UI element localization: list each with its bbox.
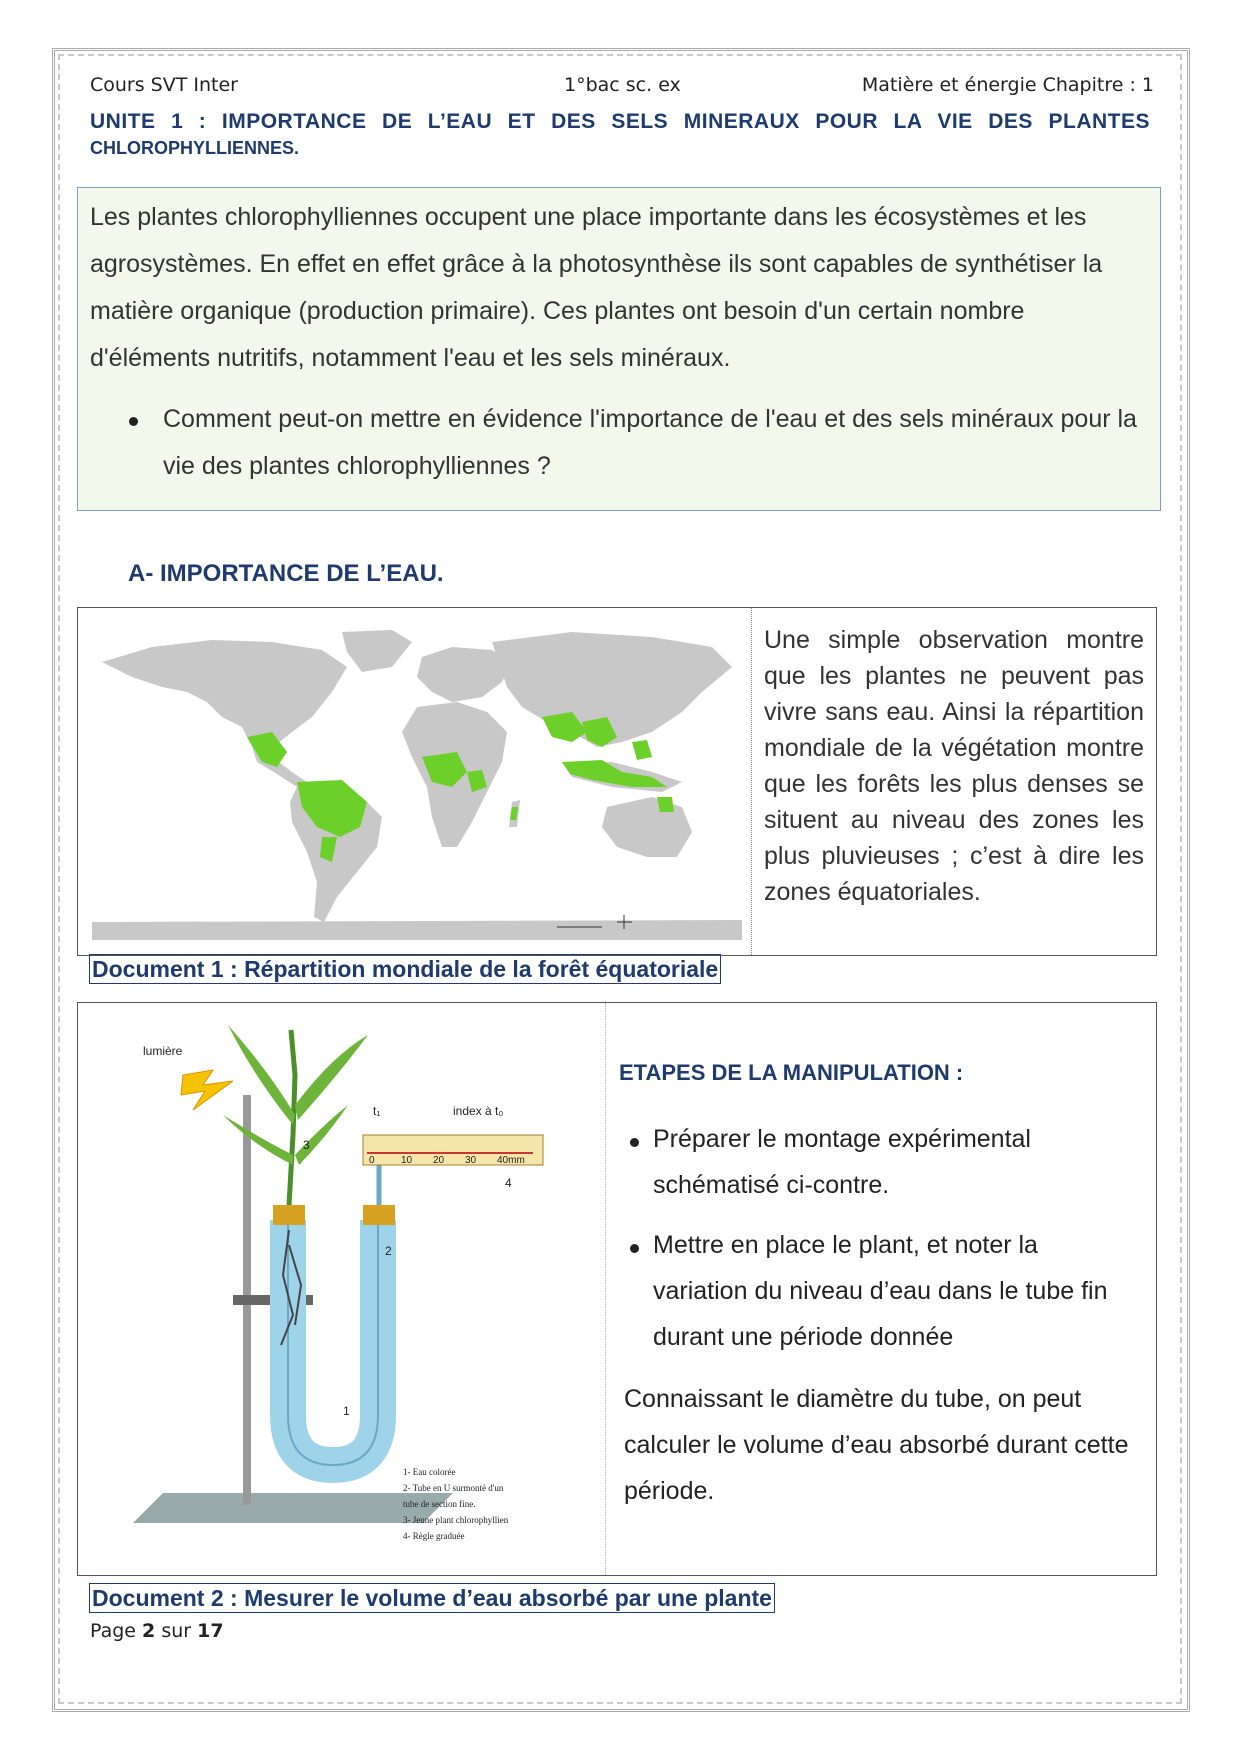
page-footer xyxy=(90,1620,224,1642)
document-1-text: Une simple observation montre que les plantes ne peuvent pas vivre sans eau. Ainsi la répartition mondiale de la végétation montre que les forêts les plus denses se situent au niveau des zones les plus pluvieuses ; c’est à dire les zones équatoriales. xyxy=(764,626,1144,906)
footer-sur: sur xyxy=(161,1620,192,1642)
tick-10: 10 xyxy=(401,1155,413,1166)
bullet-icon xyxy=(630,1244,639,1253)
label-2: 2 xyxy=(385,1244,392,1258)
tick-40: 40mm xyxy=(497,1155,525,1166)
footer-page-word: Page xyxy=(90,1620,136,1642)
intro-question: Comment peut-on mettre en évidence l'importance de l'eau et des sels minéraux pour la vie des plantes chlorophylliennes ? xyxy=(163,405,1137,480)
column-separator xyxy=(751,608,753,955)
header-chapter: Matière et énergie Chapitre : 1 xyxy=(861,74,1154,96)
light-label: lumière xyxy=(143,1044,183,1058)
label-1: 1 xyxy=(343,1404,350,1418)
legend-5: 4- Règle graduée xyxy=(403,1531,465,1541)
legend-1: 1- Eau colorée xyxy=(403,1467,456,1477)
intro-paragraph: Les plantes chlorophylliennes occupent une place importante dans les écosystèmes et les agrosystèmes. En effet en effet grâce à la photosynthèse ils sont capables de synthétiser la matière organique (production primaire). Ces plantes ont besoin d'un certain nombre d'éléments nutritifs, notamment l'eau et les sels minéraux. xyxy=(90,203,1103,372)
tick-20: 20 xyxy=(433,1155,445,1166)
legend-3: tube de section fine. xyxy=(403,1499,476,1509)
document-1-caption: Document 1 : Répartition mondiale de la forêt équatoriale xyxy=(89,954,721,984)
steps-title: ETAPES DE LA MANIPULATION : xyxy=(619,1060,964,1085)
experiment-diagram xyxy=(123,1015,563,1545)
bullet-icon xyxy=(630,1138,639,1147)
t1-label: t₁ xyxy=(373,1104,381,1118)
conclusion-text: Connaissant le diamètre du tube, on peut calculer le volume d’eau absorbé durant cette période. xyxy=(624,1385,1129,1505)
header-course: Cours SVT Inter xyxy=(90,74,238,96)
legend-2: 2- Tube en U surmonté d'un xyxy=(403,1483,504,1493)
index-label: index à t₀ xyxy=(453,1104,504,1118)
label-4: 4 xyxy=(505,1176,512,1190)
footer-page-number: 2 xyxy=(142,1620,156,1642)
column-separator xyxy=(605,1003,607,1575)
bullet-icon xyxy=(129,417,138,426)
world-map xyxy=(92,622,742,940)
footer-total-pages: 17 xyxy=(197,1620,224,1642)
tick-0: 0 xyxy=(369,1155,375,1166)
header-class: 1°bac sc. ex xyxy=(564,74,681,96)
tick-30: 30 xyxy=(465,1155,477,1166)
unit-title-end: CHLOROPHYLLIENNES. xyxy=(90,138,300,158)
label-3: 3 xyxy=(303,1138,310,1152)
document-2-caption: Document 2 : Mesurer le volume d’eau absorbé par une plante xyxy=(89,1583,775,1613)
document-1-box xyxy=(77,607,1157,956)
unit-title: UNITE 1 : IMPORTANCE DE L’EAU ET DES SELS MINERAUX POUR LA VIE DES PLANTES xyxy=(90,110,1150,133)
step-1: Préparer le montage expérimental schématisé ci-contre. xyxy=(653,1125,1031,1199)
section-a-title: A- IMPORTANCE DE L’EAU. xyxy=(128,560,444,587)
legend-4: 3- Jeune plant chlorophyllien xyxy=(403,1515,509,1525)
step-2: Mettre en place le plant, et noter la variation du niveau d’eau dans le tube fin durant une période donnée xyxy=(653,1231,1108,1351)
